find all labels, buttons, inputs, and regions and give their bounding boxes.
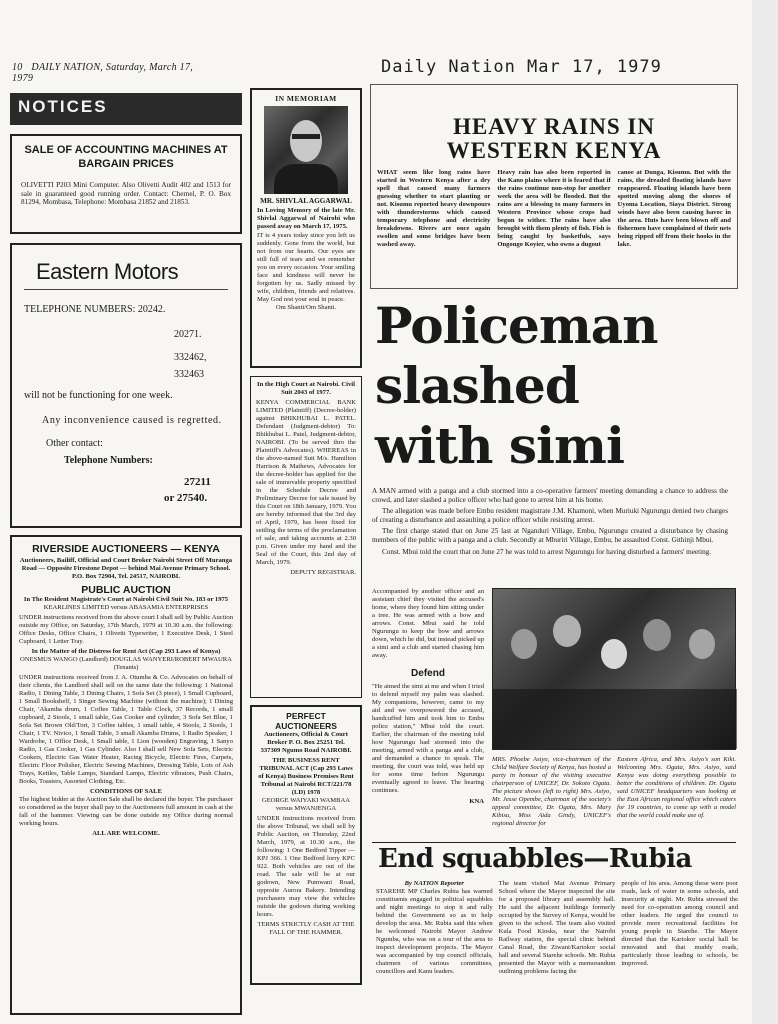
new-number-1: 27211 xyxy=(184,476,211,488)
notices-banner: NOTICES xyxy=(10,93,242,125)
memoriam-name: MR. SHIVLAL AGGARWAL xyxy=(260,197,352,205)
auction-body-3: The highest bidder at the Auction Sale shall be declared the buyer. The purchaser so considered as the buyer shall pay to the Auctioneers full amount in cash at the fall of the hammer. Viewing can be done outside my Office during normal working hours. xyxy=(19,796,233,827)
sale-body: OLIVETTI P203 Mini Computer. Also Olivetti Audit 402 and 1513 for sale in guaranteed good running order. Contact: Chernel, P. O. Box 81294, Mombasa, Telephone: Mombasa 21852 and 21853. xyxy=(21,181,231,207)
public-auction-heading: PUBLIC AUCTION xyxy=(81,584,171,596)
squabbles-col-3: people of his area. Among these were poor roads, lack of water in some schools, and insecurity at night. Mr. Rubia stressed the need for co-operation among council and other leaders. He urged the council to provide more recreational facilities for young people in Starehe. The Mayor directed that the Kariokor social hall be renovated and that muddy roads, particularly those leading to schools, be improved. xyxy=(621,880,739,967)
policeman-col-b: "He aimed the simi at me and when I tried to defend myself my palm was slashed. My companions, however, came to my aid and we overpowered the accused, handcuffed him and took him to Embu police station," Mbui told the court. Earlier, the chairman of the meeting told how Ngurungu had stormed into the meeting, armed with a panga and a club, and demanded a chance to speak. The meeting, the court was told, was held up for some time before Ngurungu eventually agreed to leave. The hearing continues. xyxy=(372,683,484,794)
handwritten-date-note: Daily Nation Mar 17, 1979 xyxy=(381,57,662,77)
policeman-para-2: The allegation was made before Embu resident magistrate J.M. Khamoni, when Muriuki Ngurungu denied two charges of creating a disturbance and assaulting a police officer while resisting arrest. xyxy=(372,507,728,524)
memoriam-intro: In Loving Memory of the late Mr. Shivlal Aggarwal of Nairobi who passed away on March 17, 1975. xyxy=(257,206,355,230)
sale-notice-box xyxy=(10,134,242,234)
page-number: 10 xyxy=(12,62,23,73)
caption-col-1: MRS. Phoebe Asiyo, vice-chairman of the Child Welfare Society of Kenya, has hosted a party in honour of the visiting executive chairperson of UNICEF, Dr. Sokoto Ogata. The picture shows (left to right) Mrs. Asiyo, Mr. Jesse Opembe, chairman of the society's appeal committee, Dr. Ogata, Mrs. Mary Kibisu, Miss Aida Gindy, UNICEF's regional director for xyxy=(492,756,611,827)
auction-body-1: UNDER instructions received from the above court I shall sell by Public Auction outside my Office, on Saturday, 17th March, 1979 at 10.30 a.m. the following: Office Desks, Office Chairs, 1 Olivetti Typewriter, 1 Executive Desk, 1 Steel Cupboard, 1 Letter Tray. xyxy=(19,614,233,645)
kna-credit: KNA xyxy=(469,798,484,805)
auction-parties-2: ONESMUS WANGO (Landlord) DOUGLAS WANYERI/ROBERT MWAURA (Tenants) xyxy=(20,656,232,671)
eastern-motors-logo: Eastern Motors xyxy=(36,259,179,284)
eastern-motors-box xyxy=(10,243,242,528)
auction-parties: KEARLINES LIMITED versus ABASAMIA ENTERPRISES xyxy=(43,604,209,611)
new-number-2: or 27540. xyxy=(164,492,208,504)
policeman-lead-block xyxy=(372,487,728,559)
phone-number-2: 332462, xyxy=(174,352,207,363)
sale-title: SALE OF ACCOUNTING MACHINES AT BARGAIN PRICES xyxy=(24,144,228,170)
other-contact-label: Other contact: xyxy=(46,438,103,449)
telephone-label: TELEPHONE NUMBERS: 20242. xyxy=(24,304,166,315)
auction-body-2: UNDER instructions received from J. A. Otumba & Co. Advocates on behalf of their clients, the Landlord shall sell on the same date the following: 1 National Radio, 1 Dining Table, 3 Dining Chairs, 1 Sofa Set (3 piece), 1 Small Cupboard, 1 Small Bookshelf, 1 Singer Sewing Machine (without the machine); 1 Dining Chair, 'Akamba drum, 1 Coffee Table, 1 Table Clock, 37 Records, 1 small cupboard, 2 Stools, 1 small table, Gas Cooker and cylinder, 3 Sofa Set Blue, 1 Sofa Set Brown Old/Tort, 3 Coffee tables, 1 small table, 4 Stools, 2 Stools, 1 Chair, 1 TV. Nivico, 1 Small Table, 3 small Akamba Drums, 1 Radio Speaker, 1 Wardrobe, 1 Office Desk, 1 Small table, 1 Lion (wooden) Engraving, 1 Sanyo Radio, 1 Gas Cooker, 1 Gas Cylinder. Also I shall sell New Sofa Sets, Electric Cookers, Electric Gas Water Heater, Racing Bicycle, Electric Fires, Carpets, Electric Floor Polisher, Electric Sewing Machines, Dressing Table, Lots of Ash Trays, Kettles, Table Lamps, Standard Lamps, Electric vibrators, Push Chairs, Books, Toasters, Assorted Clothing, Etc. xyxy=(19,674,233,785)
memoriam-heading: IN MEMORIAM xyxy=(275,94,337,103)
not-functioning-notice: will not be functioning for one week. xyxy=(24,390,173,401)
riverside-title: RIVERSIDE AUCTIONEERS — KENYA xyxy=(32,543,220,555)
squabbles-byline: By NATION Reporter xyxy=(404,880,464,887)
court-notice-box xyxy=(250,376,362,698)
conditions-heading: CONDITIONS OF SALE xyxy=(90,788,162,795)
heavy-rains-col-2: Heavy rain has also been reported in the Kano plains where it is feared that if the rains continue non-stop for another week the area will be flooded. But the rains are a blessing to many farmers in Western Province whose crops had begun to wither. The rains have also brought with them plenty of fish. Fish is being caught by basketfuls, says Ongongo Koyier, who owns a dugout xyxy=(497,169,611,248)
photo-caption xyxy=(492,756,736,828)
perfect-subtitle: Auctioneers, Official & Court Broker P. O. Box 25251 Tel. 337309 Ngumo Road NAIROBI. xyxy=(260,731,352,754)
apology-text: Any inconvenience caused is regretted. xyxy=(42,415,222,426)
heavy-rains-story xyxy=(370,84,738,289)
policeman-para-3: The first charge stated that on June 25 last at Nganduri Village, Embu, Ngurungu created a disturbance by chasing members of the public with a panga and a club. Secondly at Mburiri Village, Embu, he assaulted Const. Githinji Mbui. xyxy=(372,527,728,544)
caption-col-2: Eastern Africa, and Mrs. Asiyo's son Kiki. Welcoming Mrs. Ogata, Mrs. Asiyo, said Kenya was doing everything possible to better the conditions of children. Dr. Ogata said UNICEF headquarters was looking at the East African regional office which caters for 19 countries, to come up with a model that the world could make use of. xyxy=(617,756,736,819)
court-notice-heading: In the High Court at Nairobi. Civil Suit 2043 of 1977. xyxy=(257,381,355,396)
perfect-body: UNDER instructions received from the above Tribunal, we shall sell by Public Auction, on Thursday, 22nd March, 1979, at 10.30 a.m., the following: 1 One Bedford Tipper — KPJ 366. 1 One Bedford lorry KPC 922. Both vehicles are out of the road. The sale will be at our godown, New Pumwani Road, opposite Aurora Bakery. Intending purchasers may view the vehicles outside the godown during working hours. xyxy=(257,815,355,918)
rent-tribunal-line: THE BUSINESS RENT TRIBUNAL ACT (Cap 293 Laws of Kenya) Business Premises Rent Tribunal at Nairobi RCT/221/78 (LD) 1978 xyxy=(258,757,354,796)
riverside-auctioneers-box xyxy=(10,535,242,1015)
page-header xyxy=(12,62,212,84)
defend-subhead: Defend xyxy=(411,668,445,679)
court-notice-body: KENYA COMMERCIAL BANK LIMITED (Plaintiff) (Decree-holder) against BHIKHUBAI L. PATEL. Defendant (Judgment-debtor) To: Bhikhubai L. Patel, Judgment-debtor, NAIROBI. (To be served thro the Plaintiff's Advocates). WHEREAS in the above-named Suit M/s. Hamilton Harrison & Mathews, Advocates for the decree-holder has applied for the sale of immovable property specified in the Schedule Decree and Preliminary Decree for sale issued by this Court on 18th January, 1979. You are hereby informed that the 3rd day of April, 1979, has been fixed for settling the terms of the proclamation of sale, and taking accounts at 2.30 p.m. Given under my hand and the Seal of the Court, this 2nd day of March, 1979. xyxy=(256,399,356,566)
deputy-registrar: DEPUTY REGISTRAR. xyxy=(290,569,356,576)
policeman-para-4: Const. Mbui told the court that on June 27 he was told to arrest Ngurungu for having disturbed a farmers' meeting. xyxy=(382,547,712,556)
unicef-party-photo xyxy=(492,588,736,750)
squabbles-col-2: The team visited Mai Avenue Primary School where the Mayor inspected the site for a proposed library and assembly hall. He said the adjacent buildings formerly occupied by the Survey of Kenya, would be given to the school. The team also visited Kula Food Kiosks, near the Nairobi Railway station, the special clinic behind Canal Road, the Ziwani/Kariokor social hall and several Starehe schools. Mr. Rubia presented the Mayor with a memorandum outlining problems facing the xyxy=(498,880,616,975)
squabbles-story xyxy=(376,880,738,976)
perfect-auctioneers-box xyxy=(250,705,362,985)
page-margin xyxy=(752,0,778,1024)
squabbles-headline: End squabbles—Rubia xyxy=(378,844,692,874)
policeman-headline: Policeman slashed with simi xyxy=(375,296,658,475)
portrait-photo xyxy=(264,106,348,194)
squabbles-col-1: STAREHE MP Charles Rubia has warned constituents engaged in political squabbles and night meetings to stop it and rally behind the Government so as to help develop the area. Mr. Rubia said this when he welcomed Nairobi Mayor Andrew Ngumba, who was on a tour of the area to inspect development projects. The Mayor was accompanied by top council officials, chairmen of various committees, councillors and Kanu leaders. xyxy=(376,888,493,975)
perfect-title: PERFECT AUCTIONEERS xyxy=(275,711,337,731)
telephone-numbers-label: Telephone Numbers: xyxy=(64,455,153,466)
memoriam-closing: Om Shanti/Om Shanti. xyxy=(275,303,337,311)
heavy-rains-col-3: canoe at Dunga, Kisumu. But with the rains, the dreaded floating islands have reappeared. Floating islands have been spotted moving along the shores of Uyoma Location, Siaya District. Strong winds have also been causing havoc in the area. Huts have been blown off and fishermen have complained of their nets being ripped off from their hooks in the lake. xyxy=(617,169,731,248)
perfect-parties: GEORGE WAIYAKI WAMBAA versus MWANJENGA xyxy=(261,797,351,812)
perfect-terms: TERMS STRICTLY CASH AT THE FALL OF THE HAMMER. xyxy=(257,921,355,936)
riverside-subtitle: Auctioneers, Bailiff, Official and Court Broker Nairobi Street Off Muranga Road — Opposite Firestone Depot — behind Mai Avenue Primary School. P.O. Box 72904, Tel. 24517, NAIROBI. xyxy=(19,557,233,580)
memoriam-box xyxy=(250,88,362,368)
all-welcome: ALL ARE WELCOME. xyxy=(92,830,160,837)
phone-number-3: 332463 xyxy=(174,369,204,380)
policeman-col-a: Accompanied by another officer and an assistant chief they visited the accused's home, where they found him sitting under a tree. He was armed with a bow and arrows. Const. Mbui said he told Ngurungu to keep the bow and arrows down, which he did, but instead picked up a simi and a club and started chasing him away. xyxy=(372,588,484,659)
court-line: In The Resident Magistrate's Court at Nairobi Civil Suit No. 183 or 1975 xyxy=(23,596,229,603)
heavy-rains-headline: HEAVY RAINS IN WESTERN KENYA xyxy=(446,114,662,163)
heavy-rains-col-1: WHAT seem like long rains have started in Western Kenya after a dry spell that caused many farmers guessing whether to start planting or not. Kisumu reported heavy downpours with thunderstorms which caused temporary telephone and electricity breakdowns. Rivers are once again swollen and some bridges have been washed away. xyxy=(377,169,491,248)
rent-act-line: In the Matter of the Distress for Rent Act (Cap 293 Laws of Kenya) xyxy=(31,648,221,655)
policeman-lead: A MAN armed with a panga and a club stormed into a co-operative farmers' meeting demanding a chance to address the crowd, and later slashed a police officer who had gone to arrest him at his home. xyxy=(372,487,728,504)
paper-dateline: DAILY NATION, Saturday, March 17, 1979 xyxy=(12,62,194,84)
phone-number-1: 20271. xyxy=(174,329,202,340)
policeman-headline-block xyxy=(375,296,735,486)
memoriam-verse: IT is 4 years today since you left us suddenly. Gone from the world, but not from our hearts. Our eyes are still full of tears and we remember you on every occasion. Your smiling face and kindness will never be forgotten by us. Sadly missed by wife, children, friends and relatives. May God rest your soul in peace. xyxy=(257,231,355,303)
